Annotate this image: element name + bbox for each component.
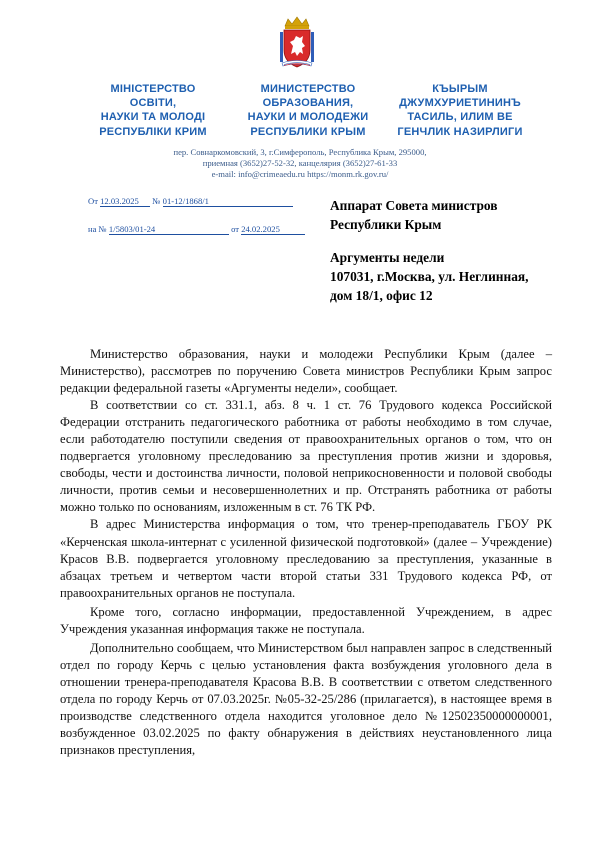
ministry-name-ukrainian <box>78 82 228 139</box>
contact-email-web: e-mail: info@crimeaedu.ru https://monm.rk.gov.ru/ <box>211 169 389 179</box>
ministry-crh-line: ТАСИЛЬ, ИЛИМ ВЕ <box>407 111 513 124</box>
to-date-label: от <box>231 224 240 234</box>
ministry-ua-line: МІНІСТЕРСТВО <box>110 83 196 95</box>
contact-address: пер. Совнаркомовский, 3, г.Симферополь, Республика Крым, 295000, <box>173 147 427 157</box>
ministry-name-russian <box>233 82 383 139</box>
addressee-council <box>330 196 498 234</box>
body-paragraph: Кроме того, согласно информации, предоставленной Учреждением, в адрес Учреждения указанная информация также не поступала. <box>60 604 552 636</box>
ministry-ru-line: МИНИСТЕРСТВО <box>260 83 356 95</box>
ministry-ru-line: НАУКИ И МОЛОДЕЖИ <box>247 111 369 124</box>
letter-body <box>60 346 552 759</box>
ministry-contacts <box>130 147 470 180</box>
from-label: От <box>88 196 98 206</box>
body-paragraph: Дополнительно сообщаем, что Министерством был направлен запрос в следственный отдел по городу Керчь с целью установления факта возбуждения уголовного дела в отношении тренера-преподавателя Красова В.В. В соответствии с ответом следственного отдела по городу Керчь от 07.03.2025г. №05-32-25/286 (прилагается), в настоящее время в производстве следственного отдела находится уголовное дело №12502350000000001, возбужденное 03.02.2025 по факту обнаружения в действиях неустановленного лица признаков преступления, <box>60 640 552 758</box>
outgoing-number: 01-12/1868/1 <box>163 196 293 207</box>
contact-phones: приемная (3652)27-52-32, канцелярия (3652)27-61-33 <box>202 158 398 168</box>
body-paragraph: В соответствии со ст. 331.1, абз. 8 ч. 1 ст. 76 Трудового кодекса Российской Федерации отстранить педагогического работника от работы необходимо в том случае, если работодателю поступили сведения от правоохранительных органов о том, что он подвергается уголовному преследованию за преступления против жизни и здоровья, свободы, чести и достоинства личности, половой неприкосновенности и половой свободы личности, против семьи и несовершеннолетних и пр. Отстранять работника от работы можно только по основаниям, изложенным в ст. 76 ТК РФ. <box>60 398 552 515</box>
ministry-ru-line: ОБРАЗОВАНИЯ, <box>262 97 354 110</box>
ministry-crh-line: ГЕНЧЛИК НАЗИРЛИГИ <box>397 125 523 138</box>
addressee-line: Аргументы недели <box>330 250 445 265</box>
outgoing-reference <box>88 196 293 207</box>
addressee-line: 107031, г.Москва, ул. Неглинная, <box>330 269 529 284</box>
body-paragraph: Министерство образования, науки и молодежи Республики Крым (далее – Министерство), рассмотрев по поручению Совета министров Республики Крым запрос редакции федеральной газеты «Аргументы недели», сообщает. <box>60 347 552 396</box>
addressee-line: Аппарат Совета министров <box>330 198 498 213</box>
ministry-ua-line: РЕСПУБЛІКИ КРИМ <box>99 125 207 138</box>
ministry-name-crimean-tatar <box>380 82 540 139</box>
incoming-date: 24.02.2025 <box>241 224 305 235</box>
ministry-ua-line: ОСВІТИ, <box>129 97 177 110</box>
to-label: на № <box>88 224 107 234</box>
incoming-number: 1/5803/01-24 <box>109 224 229 235</box>
incoming-reference <box>88 224 305 235</box>
addressee-newspaper <box>330 248 529 305</box>
crimea-coat-of-arms-icon <box>276 16 318 68</box>
ministry-ru-line: РЕСПУБЛИКИ КРЫМ <box>250 125 366 138</box>
ministry-crh-line: ДЖУМХУРИЕТИНИНЪ <box>399 97 521 110</box>
ministry-crh-line: КЪЫРЫМ <box>432 83 488 95</box>
ministry-ua-line: НАУКИ ТА МОЛОДІ <box>100 111 206 124</box>
addressee-line: дом 18/1, офис 12 <box>330 288 433 303</box>
from-date: 12.03.2025 <box>100 196 150 207</box>
number-label: № <box>152 196 161 206</box>
addressee-line: Республики Крым <box>330 217 442 232</box>
body-paragraph: В адрес Министерства информация о том, что тренер-преподаватель ГБОУ РК «Керченская школа-интернат с усиленной физической подготовкой» (далее – Учреждение) Красов В.В. подвергается уголовному преследованию за преступления, указанные в абзацах третьем и четвертом части второй статьи 331 Трудового кодекса РФ, от правоохранительных органов не поступала. <box>60 517 552 600</box>
